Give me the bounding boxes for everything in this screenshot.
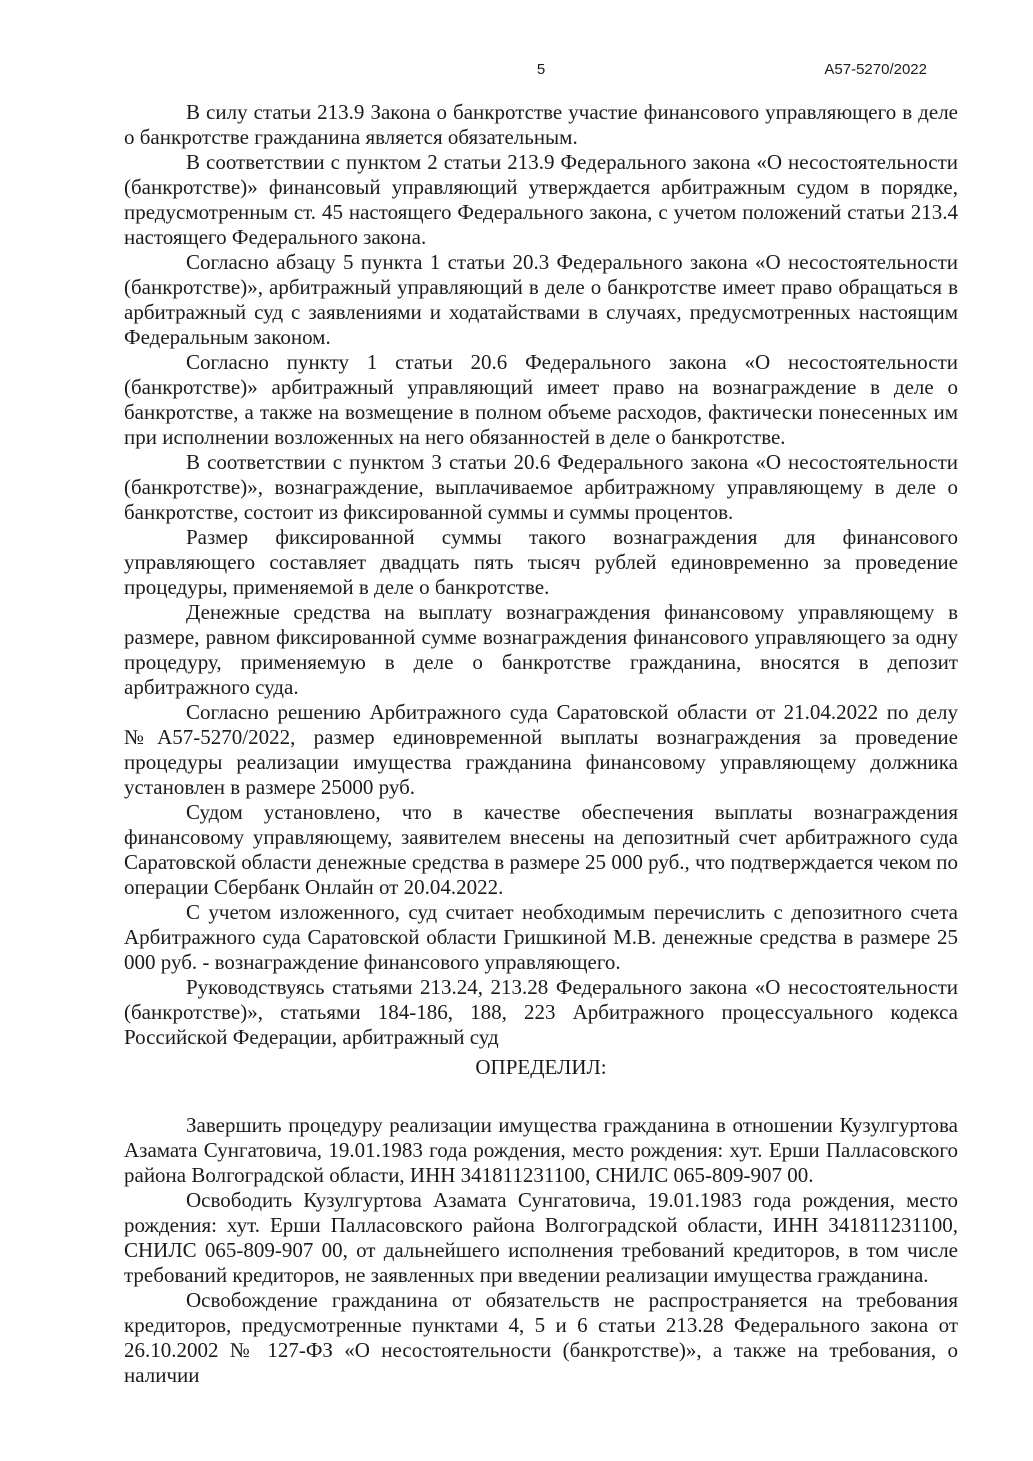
case-number: А57-5270/2022 [824,61,927,78]
paragraph: Согласно абзацу 5 пункта 1 статьи 20.3 Федерального закона «О несостоятельности (банкротстве)», арбитражный управляющий в деле о банкротстве имеет право обращаться в арбитражный суд с заявлениями и ходатайствами в случаях, предусмотренных настоящим Федеральным законом. [124,250,958,349]
paragraph: В соответствии с пунктом 2 статьи 213.9 Федерального закона «О несостоятельности (банкротстве)» финансовый управляющий утверждается арбитражным судом в порядке, предусмотренным ст. 45 настоящего Федерального закона, с учетом положений статьи 213.4 настоящего Федерального закона. [124,150,958,249]
paragraph: Согласно решению Арбитражного суда Саратовской области от 21.04.2022 по делу №А57-5270/2022, размер единовременной выплаты вознаграждения за проведение процедуры реализации имущества гражданина финансовому управляющему должника установлен в размере 25000 руб. [124,700,958,799]
paragraph: В силу статьи 213.9 Закона о банкротстве участие финансового управляющего в деле о банкротстве гражданина является обязательным. [124,100,958,149]
paragraph: Судом установлено, что в качестве обеспечения выплаты вознаграждения финансовому управляющему, заявителем внесены на депозитный счет арбитражного суда Саратовской области денежные средства в размере 25 000 руб., что подтверждается чеком по операции Сбербанк Онлайн от 20.04.2022. [124,800,958,899]
paragraph: Размер фиксированной суммы такого вознаграждения для финансового управляющего составляет двадцать пять тысяч рублей единовременно за проведение процедуры, применяемой в деле о банкротстве. [124,525,958,599]
paragraph: Руководствуясь статьями 213.24, 213.28 Федерального закона «О несостоятельности (банкротстве)», статьями 184-186, 188, 223 Арбитражного процессуального кодекса Российской Федерации, арбитражный суд [124,975,958,1049]
paragraph: Завершить процедуру реализации имущества гражданина в отношении Кузулгуртова Азамата Сунгатовича, 19.01.1983 года рождения, место рождения: хут. Ерши Палласовского района Волгоградской области, ИНН 341811231100, СНИЛС 065-809-907 00. [124,1113,958,1187]
paragraph: С учетом изложенного, суд считает необходимым перечислить с депозитного счета Арбитражного суда Саратовской области Гришкиной М.В. денежные средства в размере 25 000 руб. - вознаграждение финансового управляющего. [124,900,958,974]
page-header [124,61,958,79]
paragraph: Денежные средства на выплату вознаграждения финансовому управляющему в размере, равном фиксированной сумме вознаграждения финансового управляющего за одну процедуру, применяемую в деле о банкротстве гражданина, вносятся в депозит арбитражного суда. [124,600,958,699]
page-number: 5 [536,61,546,78]
paragraph: Согласно пункту 1 статьи 20.6 Федерального закона «О несостоятельности (банкротстве)» арбитражный управляющий имеет право на вознаграждение в деле о банкротстве, а также на возмещение в полном объеме расходов, фактически понесенных им при исполнении возложенных на него обязанностей в деле о банкротстве. [124,350,958,449]
resolution-heading: ОПРЕДЕЛИЛ: [475,1055,607,1079]
paragraph: Освобождение гражданина от обязательств не распространяется на требования кредиторов, предусмотренные пунктами 4, 5 и 6 статьи 213.28 Федерального закона от 26.10.2002 № 127-ФЗ «О несостоятельности (банкротстве)», а также на требования, о наличии [124,1288,958,1387]
paragraph: Освободить Кузулгуртова Азамата Сунгатовича, 19.01.1983 года рождения, место рождения: хут. Ерши Палласовского района Волгоградской области, ИНН 341811231100, СНИЛС 065-809-907 00, от дальнейшего исполнения требований кредиторов, в том числе требований кредиторов, не заявленных при введении реализации имущества гражданина. [124,1188,958,1287]
document-body [124,100,958,1388]
paragraph: В соответствии с пунктом 3 статьи 20.6 Федерального закона «О несостоятельности (банкротстве)», вознаграждение, выплачиваемое арбитражному управляющему в деле о банкротстве, состоит из фиксированной суммы и суммы процентов. [124,450,958,524]
